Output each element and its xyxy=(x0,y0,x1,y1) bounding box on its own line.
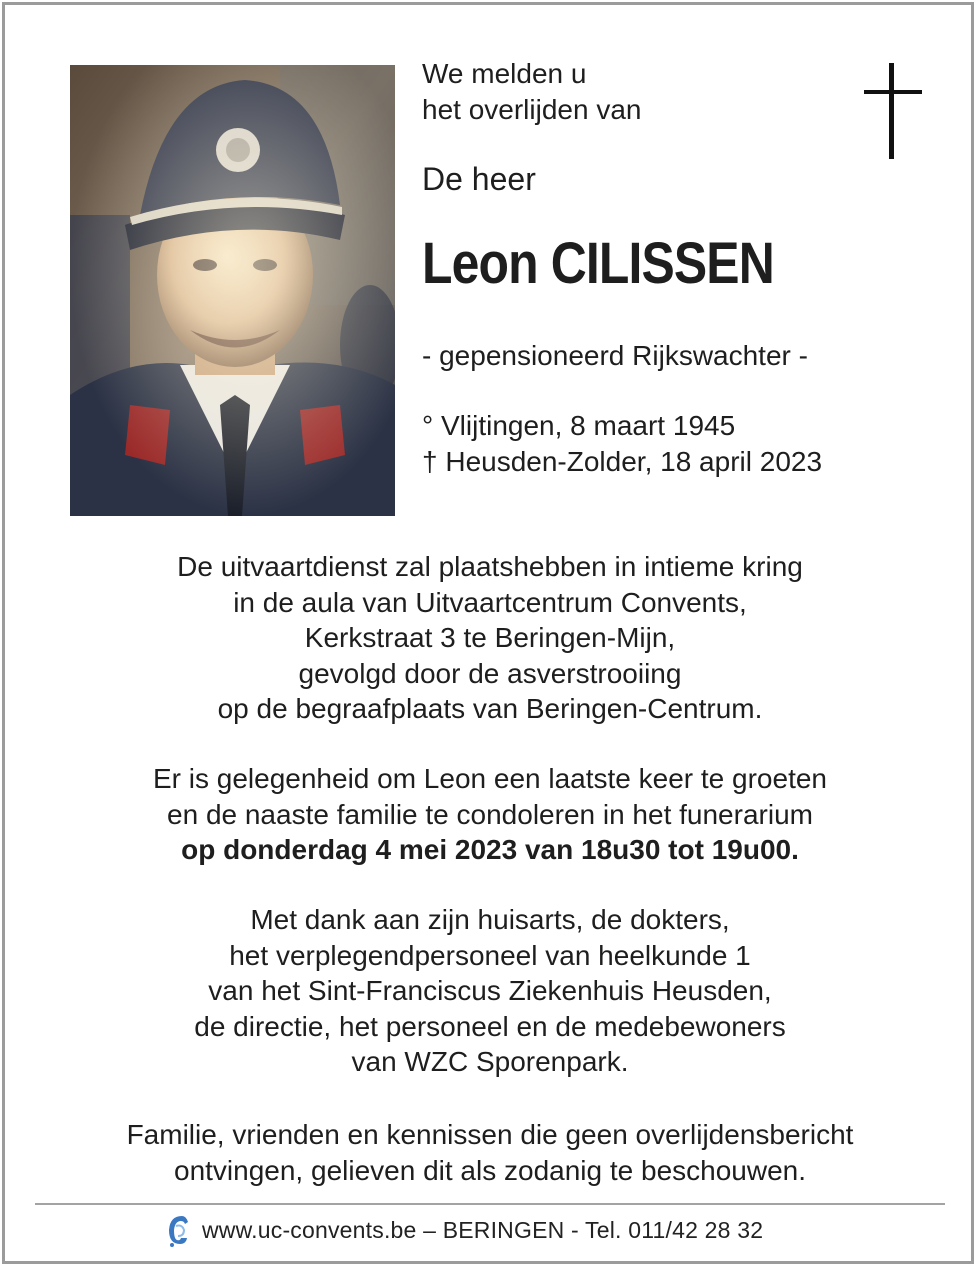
footer-contact[interactable]: www.uc-convents.be – BERINGEN - Tel. 011/42 28 32 xyxy=(202,1216,764,1243)
portrait-illustration xyxy=(70,65,395,516)
cross-icon-horizontal-bar xyxy=(864,90,922,94)
condolence-line: en de naaste familie te condoleren in het funerarium xyxy=(167,798,813,830)
deceased-name: Leon CILISSEN xyxy=(422,231,774,296)
funeral-line: Kerkstraat 3 te Beringen-Mijn, xyxy=(304,622,676,653)
thanks-line: Met dank aan zijn huisarts, de dokters, xyxy=(250,904,730,935)
footer-divider xyxy=(35,1203,945,1205)
closing-line: ontvingen, gelieven dit als zodanig te beschouwen. xyxy=(174,1154,806,1186)
condolence-date: op donderdag 4 mei 2023 van 18u30 tot 19u00. xyxy=(181,834,799,865)
cross-icon xyxy=(864,63,922,159)
birth-date: ° Vlijtingen, 8 maart 1945 xyxy=(422,410,736,441)
funeral-line: gevolgd door de asverstrooiing xyxy=(298,657,682,689)
funeral-line: op de begraafplaats van Beringen-Centrum. xyxy=(217,693,763,724)
occupation: - gepensioneerd Rijkswachter - xyxy=(422,340,808,371)
life-dates xyxy=(422,408,822,480)
closing-line: Familie, vrienden en kennissen die geen overlijdensbericht xyxy=(126,1119,854,1150)
funeral-line: in de aula van Uitvaartcentrum Convents, xyxy=(233,586,747,618)
intro-text xyxy=(422,56,641,128)
condolence-details xyxy=(40,761,940,868)
thanks-text xyxy=(40,902,940,1080)
funeral-line: De uitvaartdienst zal plaatshebben in intieme kring xyxy=(177,551,803,582)
thanks-line: van WZC Sporenpark. xyxy=(351,1046,629,1077)
funeral-home-logo-icon xyxy=(164,1212,190,1248)
salutation: De heer xyxy=(422,161,536,197)
intro-line-1: We melden u xyxy=(422,58,587,89)
cross-icon-vertical-bar xyxy=(889,63,894,159)
portrait-photo xyxy=(70,65,395,516)
funeral-details xyxy=(40,549,940,727)
thanks-line: van het Sint-Franciscus Ziekenhuis Heusden, xyxy=(208,975,772,1006)
footer xyxy=(164,1210,763,1250)
death-date: † Heusden-Zolder, 18 april 2023 xyxy=(422,446,823,477)
thanks-line: het verplegendpersoneel van heelkunde 1 xyxy=(229,939,751,971)
intro-line-2: het overlijden van xyxy=(422,94,642,125)
thanks-line: de directie, het personeel en de medebewoners xyxy=(194,1010,786,1042)
closing-note xyxy=(40,1117,940,1188)
condolence-line: Er is gelegenheid om Leon een laatste keer te groeten xyxy=(152,763,827,794)
